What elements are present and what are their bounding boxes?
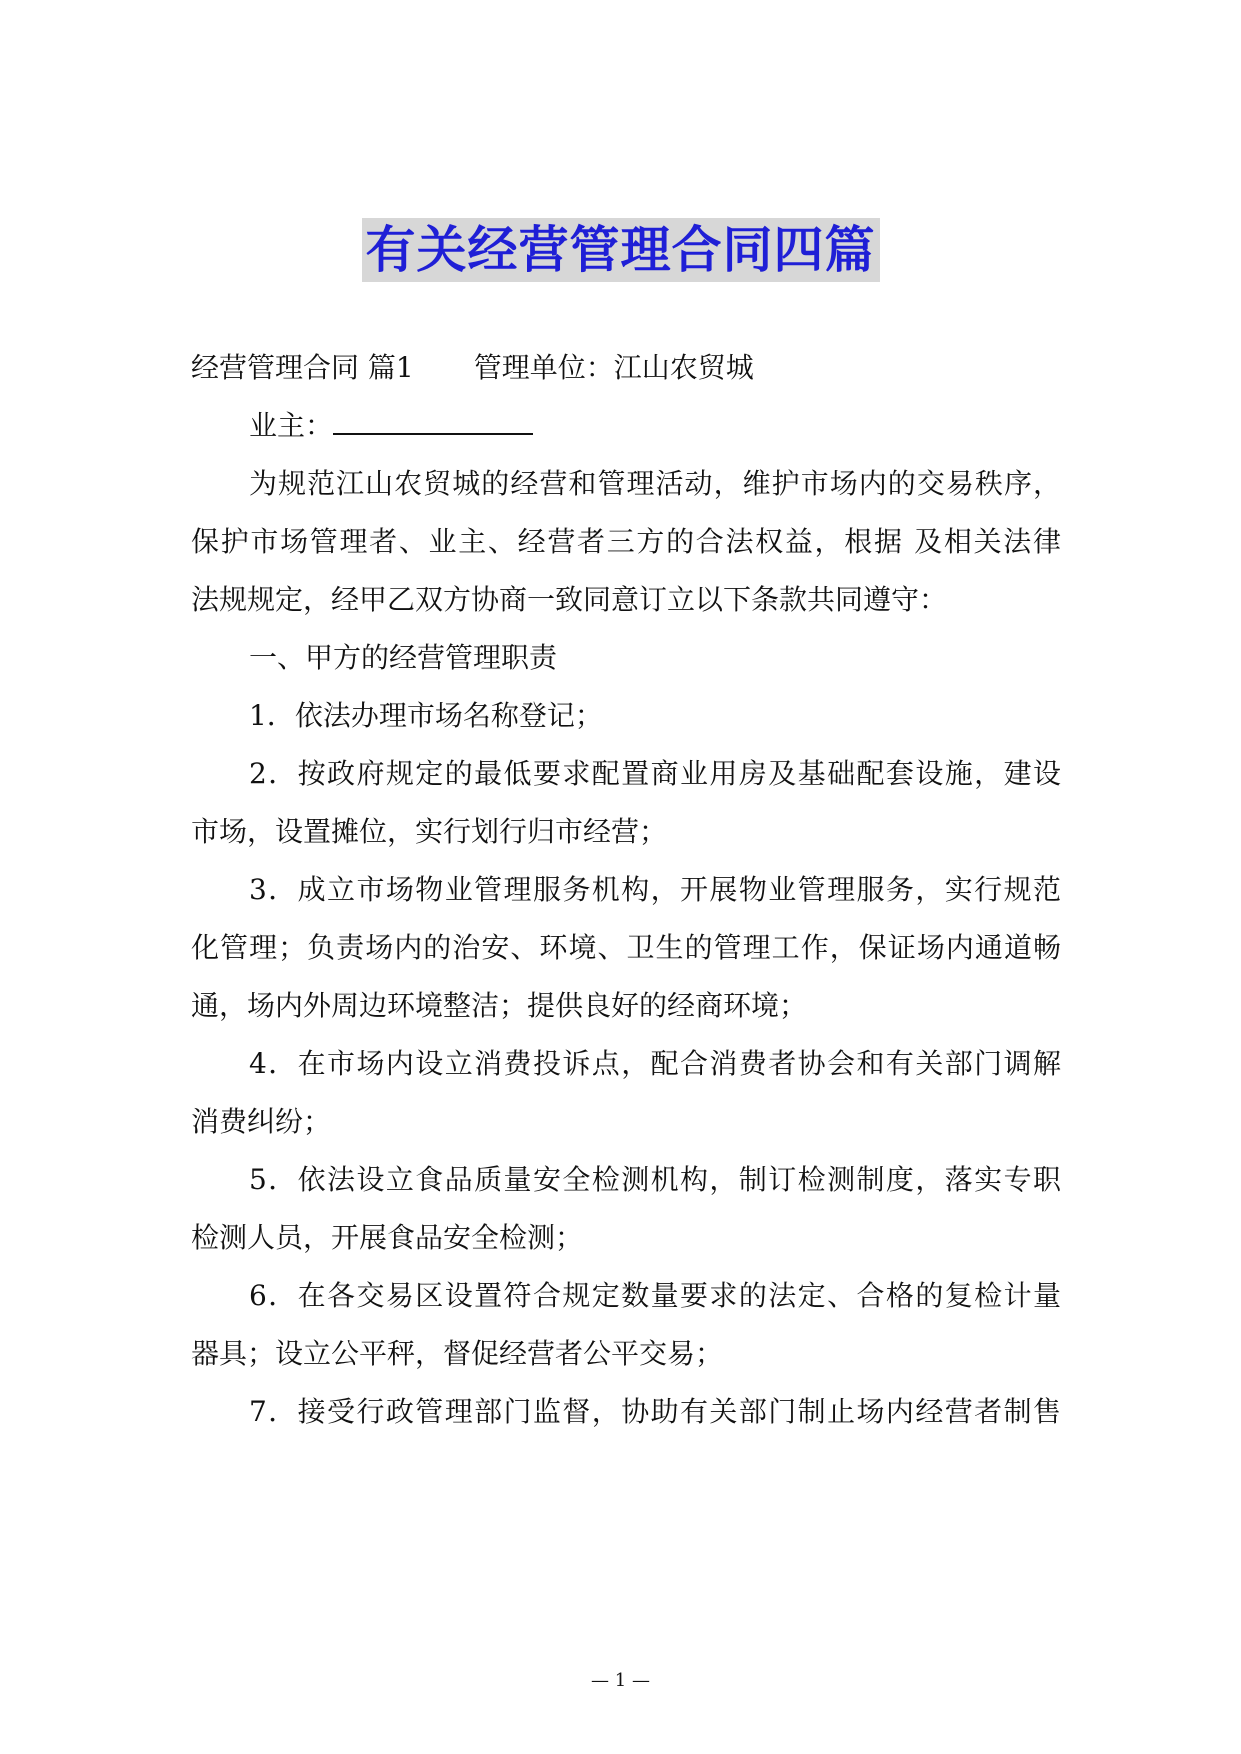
contract-heading: 经营管理合同 篇1 [191,351,414,384]
list-item-continuation: 消费纠纷； [191,1105,332,1138]
page-number: — 1 — [591,1670,650,1691]
section-title: 一、甲方的经营管理职责 [249,641,558,674]
title-wrap [0,218,1241,282]
list-item: 4．在市场内设立消费投诉点，配合消费者协会和有关部门调解 [249,1047,1061,1080]
owner-line [249,406,1061,446]
list-item: 7．接受行政管理部门监督，协助有关部门制止场内经营者制售 [249,1395,1061,1428]
intro-line: 法规规定，经甲乙双方协商一致同意订立以下条款共同遵守： [191,583,948,616]
owner-blank [333,407,533,435]
owner-label: 业主： [249,409,334,442]
list-item: 5．依法设立食品质量安全检测机构，制订检测制度，落实专职 [249,1163,1061,1196]
list-item-continuation: 通，场内外周边环境整洁；提供良好的经商环境； [191,989,808,1022]
intro-line: 保护市场管理者、业主、经营者三方的合法权益，根据 及相关法律 [191,525,1061,558]
list-item-continuation: 市场，设置摊位，实行划行归市经营； [191,815,668,848]
list-item: 6．在各交易区设置符合规定数量要求的法定、合格的复检计量 [249,1279,1061,1312]
list-item: 3．成立市场物业管理服务机构，开展物业管理服务，实行规范 [249,873,1061,906]
list-item: 1．依法办理市场名称登记； [249,699,603,732]
list-item: 2．按政府规定的最低要求配置商业用房及基础配套设施，建设 [249,757,1061,790]
management-unit: 管理单位：江山农贸城 [473,351,754,384]
intro-line: 为规范江山农贸城的经营和管理活动，维护市场内的交易秩序， [249,467,1061,500]
document-title: 有关经营管理合同四篇 [362,218,880,282]
heading-line [191,348,1061,388]
list-item-continuation: 检测人员，开展食品安全检测； [191,1221,584,1254]
list-item-continuation: 器具；设立公平秤，督促经营者公平交易； [191,1337,724,1370]
list-item-continuation: 化管理；负责场内的治安、环境、卫生的管理工作，保证场内通道畅 [191,931,1061,964]
